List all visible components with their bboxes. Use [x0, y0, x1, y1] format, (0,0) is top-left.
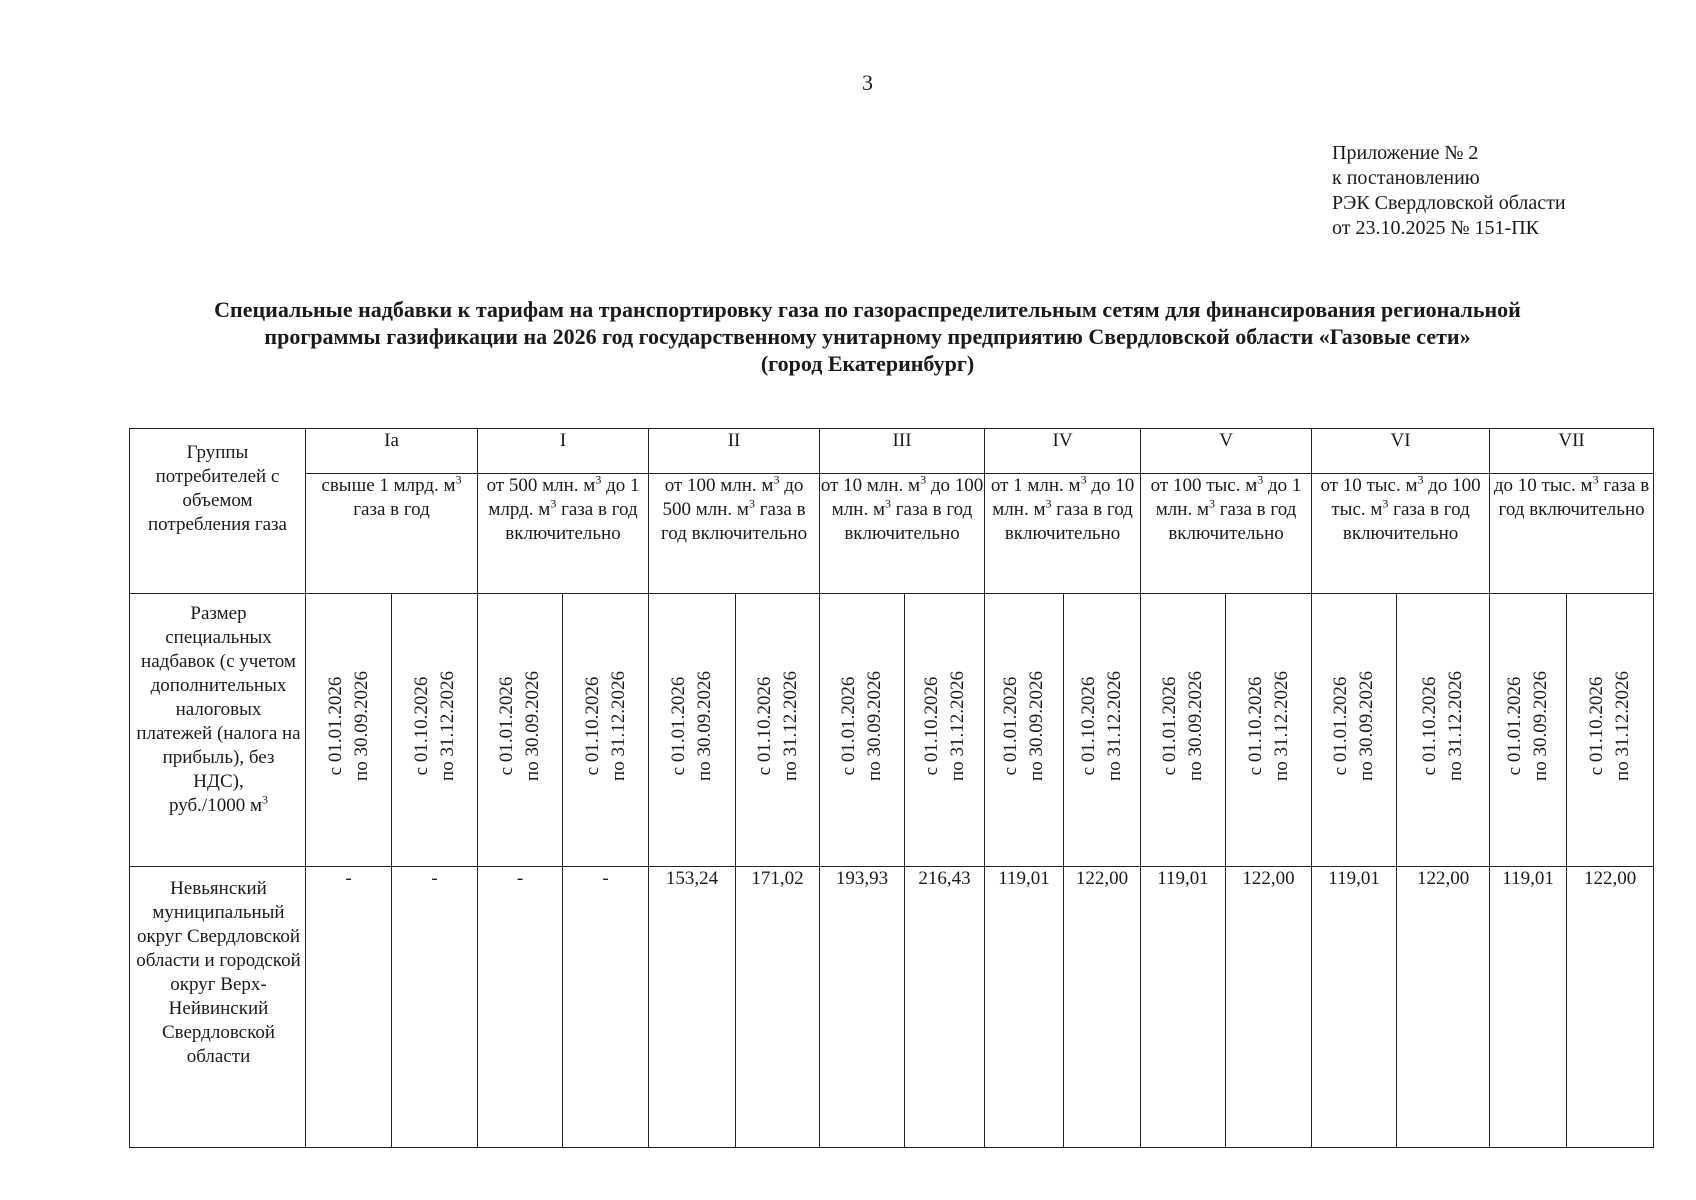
tariff-table	[129, 428, 1654, 1148]
group-range: от 10 млн. $м^3$ до 100 млн. $м^3$ газа в год включительно	[820, 474, 985, 594]
table-row	[130, 867, 1654, 1148]
page-number: 3	[862, 70, 873, 95]
period-cell: с 01.01.2026 по 30.09.2026	[306, 594, 392, 867]
period-cell: с 01.01.2026 по 30.09.2026	[1141, 594, 1226, 867]
value-cell: 122,00	[1064, 867, 1141, 1148]
table-row	[130, 474, 1654, 594]
period-cell: с 01.01.2026 по 30.09.2026	[1490, 594, 1567, 867]
group-range: от 100 тыс. $м^3$ до 1 млн. $м^3$ газа в год включительно	[1141, 474, 1312, 594]
period-cell: с 01.10.2026 по 31.12.2026	[736, 594, 820, 867]
value-cell: -	[563, 867, 649, 1148]
period-cell: с 01.10.2026 по 31.12.2026	[1397, 594, 1490, 867]
period-cell: с 01.10.2026 по 31.12.2026	[1567, 594, 1654, 867]
groups-header-cell: Группы потребителей с объемом потребления газа	[130, 429, 306, 594]
value-cell: 171,02	[736, 867, 820, 1148]
period-cell: с 01.01.2026 по 30.09.2026	[985, 594, 1064, 867]
period-cell: с 01.01.2026 по 30.09.2026	[478, 594, 563, 867]
size-header-cell: Размер специальных надбавок (с учетом дополнительных налоговых платежей (налога на прибыль), без НДС), руб./1000 $м^3$	[130, 594, 306, 867]
group-range: от 10 тыс. $м^3$ до 100 тыс. $м^3$ газа в год включительно	[1312, 474, 1490, 594]
table-row	[130, 429, 1654, 474]
value-cell: 122,00	[1226, 867, 1312, 1148]
group-range: от 1 млн. $м^3$ до 10 млн. $м^3$ газа в год включительно	[985, 474, 1141, 594]
appendix-line: Приложение № 2	[1332, 142, 1479, 164]
table-row	[130, 594, 1654, 867]
group-code: VI	[1312, 429, 1490, 474]
period-cell: с 01.10.2026 по 31.12.2026	[563, 594, 649, 867]
period-cell: с 01.01.2026 по 30.09.2026	[1312, 594, 1397, 867]
group-range: свыше 1 млрд. $м^3$ газа в год	[306, 474, 478, 594]
value-cell: 122,00	[1397, 867, 1490, 1148]
period-cell: с 01.10.2026 по 31.12.2026	[1064, 594, 1141, 867]
period-cell: с 01.01.2026 по 30.09.2026	[820, 594, 905, 867]
group-code: IV	[985, 429, 1141, 474]
appendix-line: от 23.10.2025 № 151-ПК	[1332, 217, 1540, 239]
value-cell: 119,01	[1312, 867, 1397, 1148]
appendix-block	[1332, 141, 1566, 241]
value-cell: -	[392, 867, 478, 1148]
period-cell: с 01.01.2026 по 30.09.2026	[649, 594, 736, 867]
document-title	[130, 296, 1605, 377]
value-cell: 153,24	[649, 867, 736, 1148]
period-cell: с 01.10.2026 по 31.12.2026	[1226, 594, 1312, 867]
title-line: Специальные надбавки к тарифам на транспортировку газа по газораспределительным сетям для финансирования региональной	[214, 297, 1521, 322]
value-cell: -	[478, 867, 563, 1148]
value-cell: 119,01	[1490, 867, 1567, 1148]
group-code: II	[649, 429, 820, 474]
title-line: (город Екатеринбург)	[760, 351, 975, 376]
value-cell: 216,43	[905, 867, 985, 1148]
group-range: от 100 млн. $м^3$ до 500 млн. $м^3$ газа в год включительно	[649, 474, 820, 594]
group-range: от 500 млн. $м^3$ до 1 млрд. $м^3$ газа в год включительно	[478, 474, 649, 594]
group-range: до 10 тыс. $м^3$ газа в год включительно	[1490, 474, 1654, 594]
group-code: Ia	[306, 429, 478, 474]
group-code: V	[1141, 429, 1312, 474]
group-code: I	[478, 429, 649, 474]
group-code: III	[820, 429, 985, 474]
group-code: VII	[1490, 429, 1654, 474]
appendix-line: к постановлению	[1332, 167, 1480, 189]
municipality-cell: Невьянский муниципальный округ Свердловской области и городской округ Верх-Нейвинский Свердловской области	[130, 867, 306, 1148]
period-cell: с 01.10.2026 по 31.12.2026	[392, 594, 478, 867]
appendix-line: РЭК Свердловской области	[1332, 192, 1566, 214]
value-cell: -	[306, 867, 392, 1148]
period-cell: с 01.10.2026 по 31.12.2026	[905, 594, 985, 867]
value-cell: 122,00	[1567, 867, 1654, 1148]
value-cell: 119,01	[985, 867, 1064, 1148]
value-cell: 193,93	[820, 867, 905, 1148]
title-line: программы газификации на 2026 год государственному унитарному предприятию Свердловской области «Газовые сети»	[264, 324, 1471, 349]
value-cell: 119,01	[1141, 867, 1226, 1148]
